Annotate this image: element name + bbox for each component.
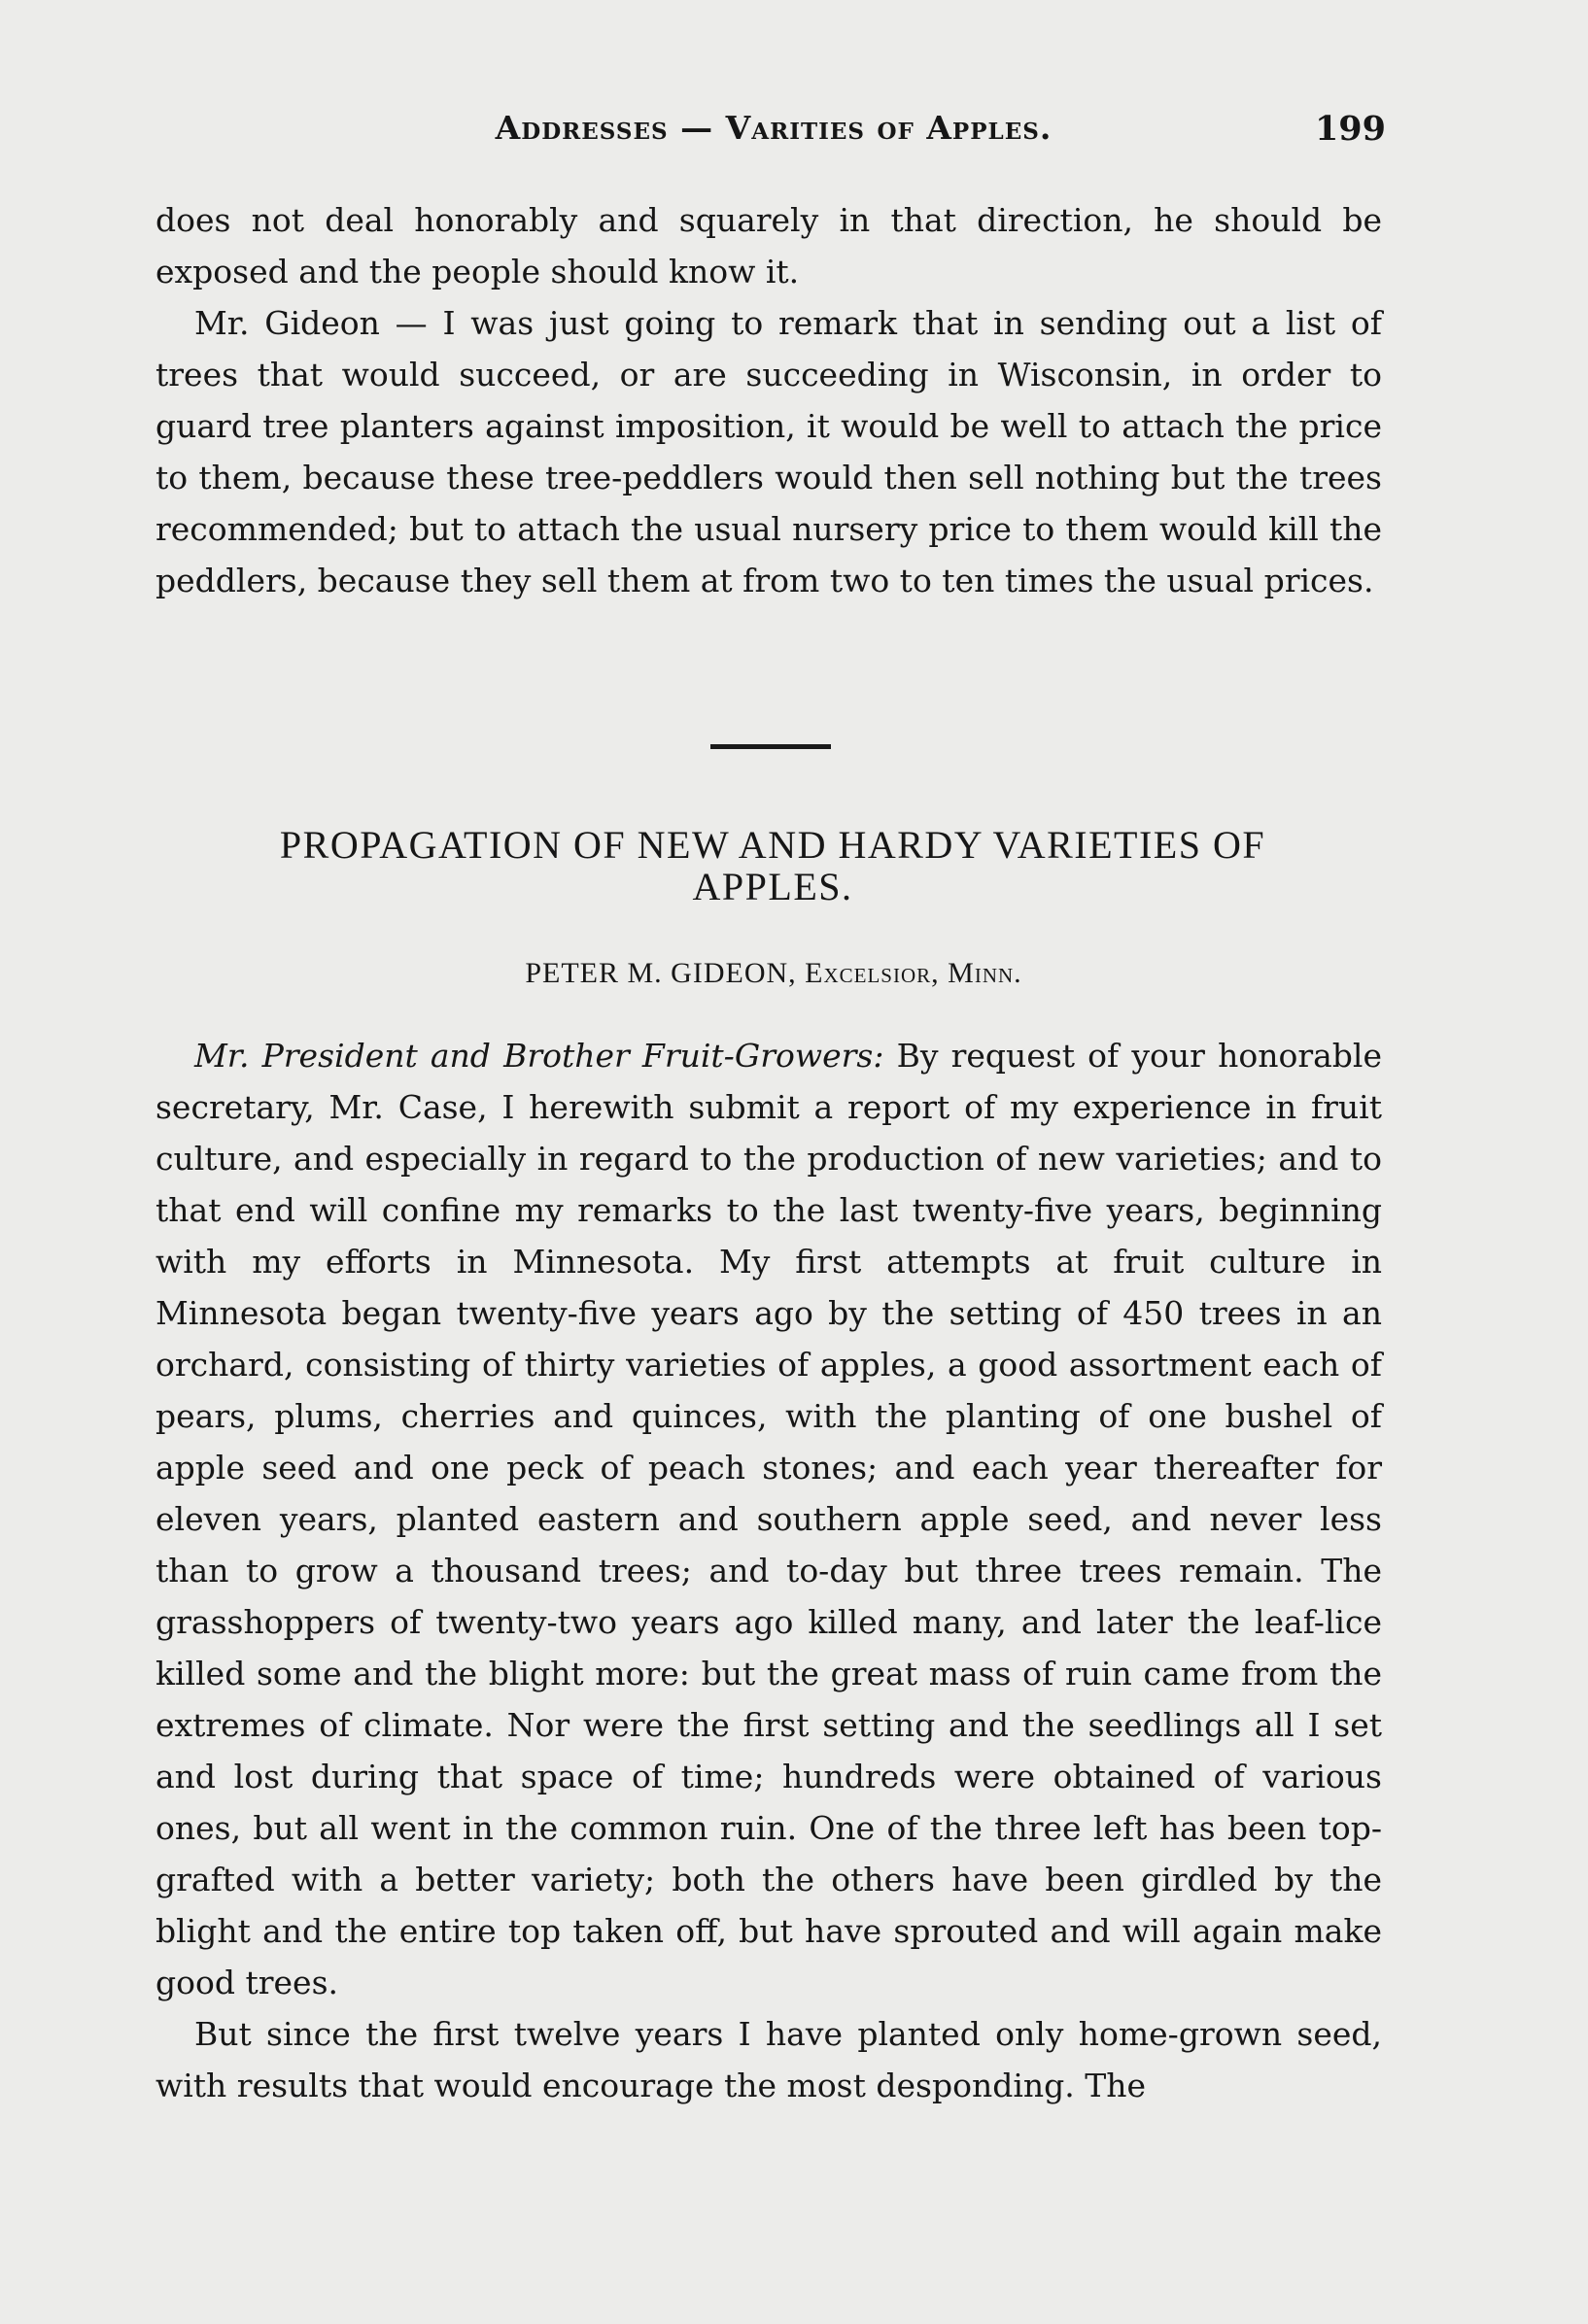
address-paragraph-2: But since the first twelve years I have planted only home-grown seed, with results that would encourage the most desponding. The	[155, 2015, 1382, 2104]
author-byline	[155, 957, 1392, 990]
running-head	[155, 109, 1392, 157]
continued-text	[155, 194, 1382, 606]
address-body	[155, 1030, 1382, 2111]
address-paragraph-1	[155, 1030, 1382, 2008]
running-title: Addresses — Varities of Apples.	[495, 109, 1053, 147]
section-title	[141, 824, 1404, 907]
address-paragraph-1-text: By request of your honorable secretary, Mr. Case, I herewith submit a report of my experience in fruit culture, and especially in regard to the production of new varieties; and to that end will confine my remarks to the last twenty-five years, beginning with my efforts in Minnesota. My first attempts at fruit culture in Minnesota began twenty-five years ago by the setting of 450 trees in an orchard, consisting of thirty varieties of apples, a good assortment each of pears, plums, cherries and quinces, with the planting of one bushel of apple seed and one peck of peach stones; and each year thereafter for eleven years, planted eastern and southern apple seed, and never less than to grow a thousand trees; and to-day but three trees remain. The grasshoppers of twenty-two years ago killed many, and later the leaf-lice killed some and the blight more: but the great mass of ruin came from the extremes of climate. Nor were the first setting and the seedlings all I set and lost during that space of time; hundreds were obtained of various ones, but all went in the common ruin. One of the three left has been top-grafted with a better variety; both the others have been girdled by the blight and the entire top taken off, but have sprouted and will again make good trees.	[155, 1037, 1382, 2001]
section-title-line2: APPLES.	[692, 865, 853, 908]
section-divider-rule	[710, 744, 831, 749]
salutation: Mr. President and Brother Fruit-Growers:	[194, 1037, 884, 1075]
continued-paragraph: does not deal honorably and squarely in that direction, he should be exposed and the people should know it.	[155, 201, 1382, 290]
author-name: PETER M. GIDEON,	[525, 957, 797, 989]
page-number: 199	[1314, 109, 1386, 149]
gideon-remark-paragraph: Mr. Gideon — I was just going to remark that in sending out a list of trees that would succeed, or are succeeding in Wisconsin, in order to guard tree planters against imposition, it would be well to attach the price to them, because these tree-peddlers would then sell nothing but the trees recommended; but to attach the usual nursery price to them would kill the peddlers, because they sell them at from two to ten times the usual prices.	[155, 304, 1382, 599]
author-place: Excelsior, Minn.	[805, 957, 1022, 989]
section-title-line1: PROPAGATION OF NEW AND HARDY VARIETIES OF	[279, 823, 1266, 867]
